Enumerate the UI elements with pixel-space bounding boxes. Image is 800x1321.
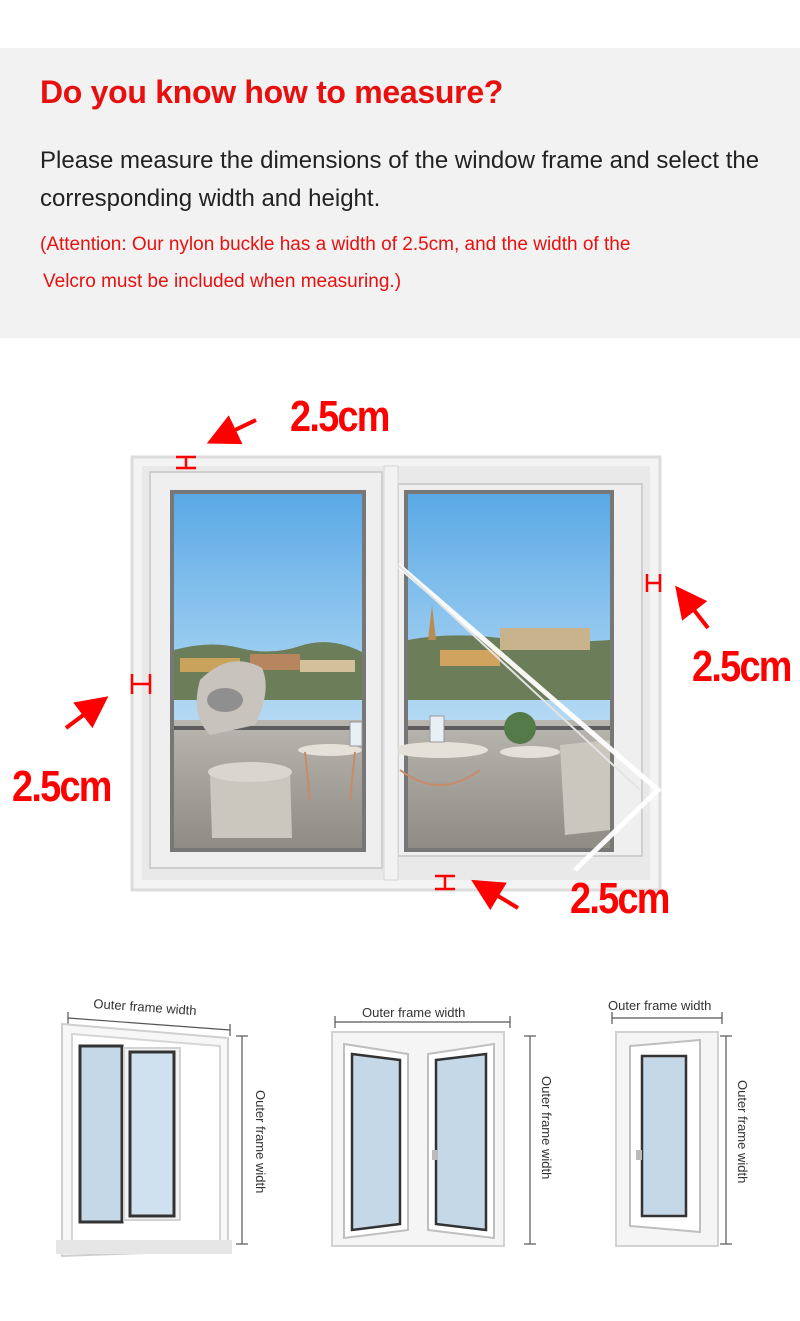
diagram-3-width-label: Outer frame width: [608, 998, 712, 1013]
attention-note-line-2: Velcro must be included when measuring.): [43, 271, 402, 292]
arrow-icon: [680, 592, 708, 628]
dimension-label-right: 2.5cm: [692, 642, 791, 691]
dimension-label-left: 2.5cm: [12, 762, 111, 811]
attention-note: [40, 226, 780, 300]
measurement-diagrams: [0, 990, 800, 1321]
sliding-window-diagram: [56, 1012, 248, 1256]
arrow-icon: [214, 420, 256, 440]
diagram-1-width-label: Outer frame width: [92, 996, 198, 1019]
dimension-label-bottom: 2.5cm: [570, 874, 669, 923]
diagram-1-height-label: Outer frame width: [253, 1090, 268, 1194]
measure-instructions: Please measure the dimensions of the window frame and select the corresponding width and height.: [40, 147, 760, 212]
left-window-sash: [150, 472, 382, 868]
diagram-2-height-label: Outer frame width: [539, 1076, 554, 1180]
diagram-3-height-label: Outer frame width: [735, 1080, 750, 1184]
double-casement-diagram: [332, 1016, 536, 1246]
single-casement-diagram: [612, 1012, 732, 1246]
right-window-sash: [386, 484, 658, 870]
diagram-2-width-label: Outer frame width: [362, 1005, 466, 1020]
dimension-label-top: 2.5cm: [290, 392, 389, 441]
page-title: Do you know how to measure?: [40, 74, 504, 110]
attention-note-line-1: (Attention: Our nylon buckle has a width of 2.5cm, and the width of the: [40, 234, 631, 255]
arrow-icon: [66, 701, 102, 728]
window-photo-illustration: [0, 338, 800, 978]
top-whitespace: [0, 0, 800, 48]
